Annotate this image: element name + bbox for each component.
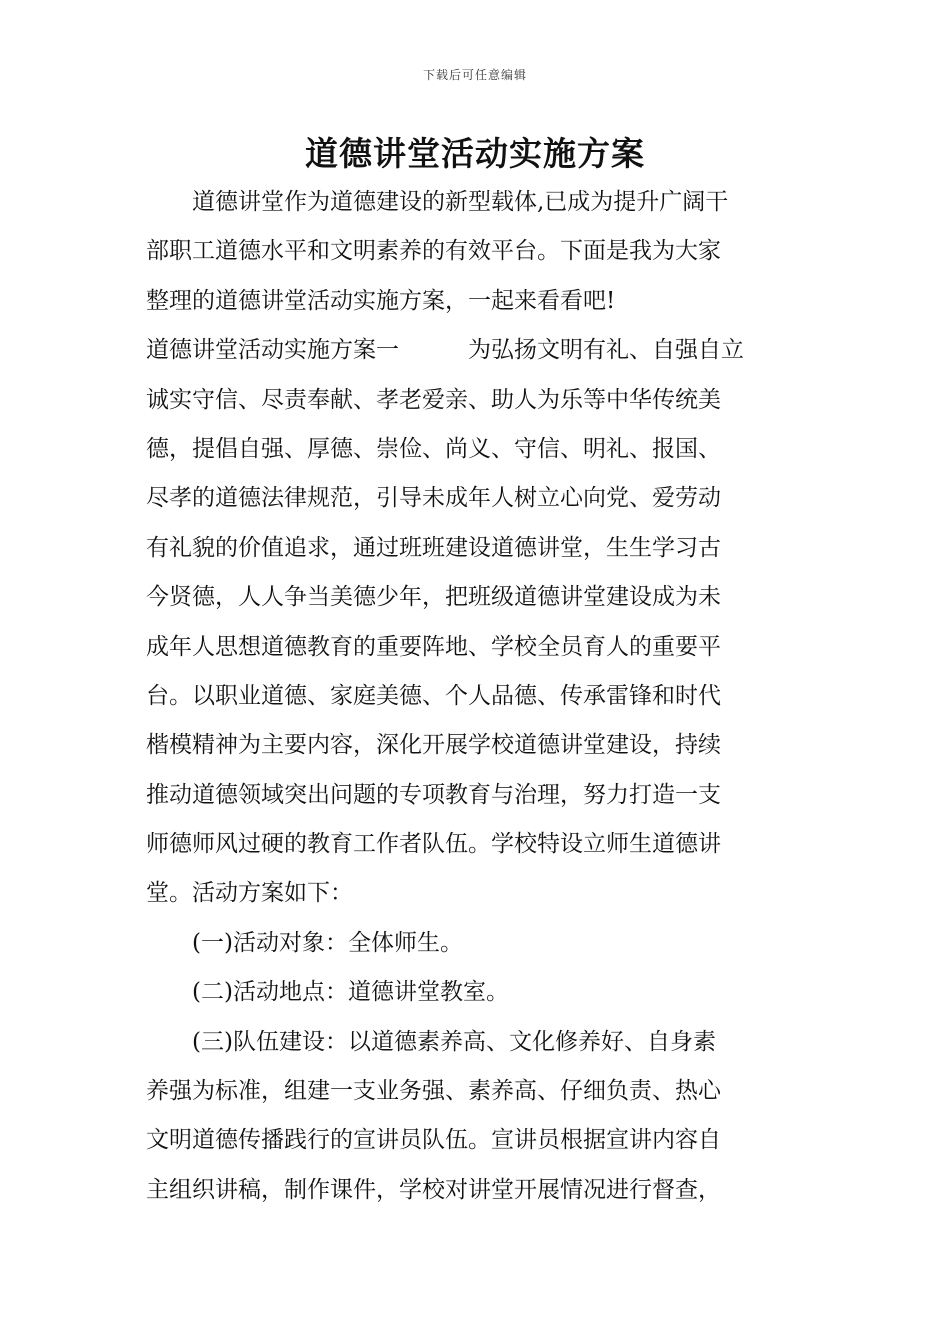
body-line-6: 德，提倡自强、厚德、崇俭、尚义、守信、明礼、报国、 (146, 435, 721, 462)
body-line-3: 整理的道德讲堂活动实施方案，一起来看看吧! (146, 287, 616, 314)
body-line-14: 师德师风过硬的教育工作者队伍。学校特设立师生道德讲 (146, 831, 721, 858)
body-line-19: 养强为标准，组建一支业务强、素养高、仔细负责、热心 (146, 1078, 721, 1105)
body-line-8: 有礼貌的价值追求，通过班班建设道德讲堂，生生学习古 (146, 534, 721, 561)
page-header: 下载后可任意编辑 (422, 68, 527, 82)
document-body (146, 178, 808, 1215)
body-line-9: 今贤德，人人争当美德少年，把班级道德讲堂建设成为未 (146, 584, 721, 611)
body-line-10: 成年人思想道德教育的重要阵地、学校全员育人的重要平 (146, 633, 721, 660)
body-line-12: 楷模精神为主要内容，深化开展学校道德讲堂建设，持续 (146, 732, 721, 759)
body-line-16: (一)活动对象：全体师生。 (146, 929, 463, 956)
body-line-4: 道德讲堂活动实施方案一 为弘扬文明有礼、自强自立 (146, 337, 744, 364)
body-line-15: 堂。活动方案如下： (146, 880, 353, 907)
document-title: 道德讲堂活动实施方案 (305, 134, 645, 173)
body-line-7: 尽孝的道德法律规范，引导未成年人树立心向党、爱劳动 (146, 485, 721, 512)
body-line-5: 诚实守信、尽责奉献、孝老爱亲、助人为乐等中华传统美 (146, 386, 721, 413)
body-line-18: (三)队伍建设：以道德素养高、文化修养好、自身素 (146, 1028, 716, 1055)
body-line-17: (二)活动地点：道德讲堂教室。 (146, 979, 509, 1006)
body-line-20: 文明道德传播践行的宣讲员队伍。宣讲员根据宣讲内容自 (146, 1127, 721, 1154)
body-line-1: 道德讲堂作为道德建设的新型载体,已成为提升广阔干 (146, 189, 729, 215)
body-line-11: 台。以职业道德、家庭美德、个人品德、传承雷锋和时代 (146, 682, 721, 709)
body-line-21: 主组织讲稿，制作课件，学校对讲堂开展情况进行督查， (146, 1176, 721, 1203)
body-line-2: 部职工道德水平和文明素养的有效平台。下面是我为大家 (146, 238, 721, 265)
body-line-13: 推动道德领域突出问题的专项教育与治理，努力打造一支 (146, 781, 721, 808)
